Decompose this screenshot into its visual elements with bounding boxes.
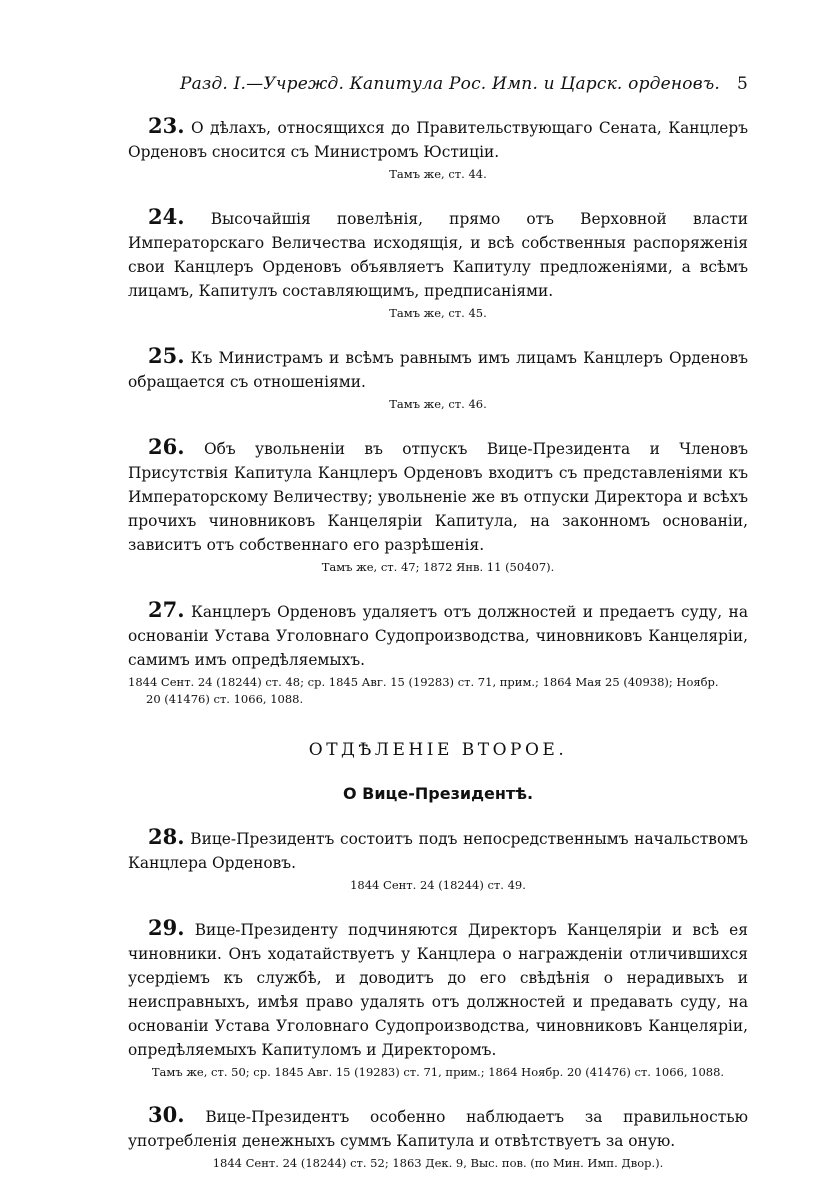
article-source: Тамъ же, ст. 45. [389, 306, 487, 320]
article-number: 29. [148, 915, 185, 940]
article-text [128, 435, 748, 557]
page-number: 5 [736, 74, 748, 94]
article-number: 25. [148, 343, 185, 368]
article-text [128, 825, 748, 875]
article-text [128, 344, 748, 394]
subsection-title: О Вице-Президентѣ. [342, 784, 534, 803]
article-26 [128, 435, 748, 576]
article-source [128, 674, 748, 708]
article-source: Тамъ же, ст. 47; 1872 Янв. 11 (50407). [321, 560, 555, 574]
source-line-2: 20 (41476) ст. 1066, 1088. [146, 692, 304, 706]
article-number: 26. [148, 434, 185, 459]
article-30 [128, 1103, 748, 1172]
article-text [128, 1103, 748, 1153]
article-source: Тамъ же, ст. 46. [389, 397, 487, 411]
article-number: 30. [148, 1102, 185, 1127]
article-text [128, 205, 748, 303]
article-source: 1844 Сент. 24 (18244) ст. 49. [350, 878, 526, 892]
document-page [128, 74, 748, 1172]
article-24 [128, 205, 748, 322]
article-28 [128, 825, 748, 894]
article-source: Тамъ же, ст. 50; ср. 1845 Авг. 15 (19283) ст. 71, прим.; 1864 Ноябр. 20 (41476) ст. 1066, 1088. [151, 1065, 725, 1079]
article-source: Тамъ же, ст. 44. [389, 167, 487, 181]
article-body: Объ увольненіи въ отпускъ Вице-Президента и Членовъ Присутствія Капитула Канцлеръ Орденовъ входитъ съ представленіями къ Императорскому Величеству; увольненіе же въ отпуски Директора и всѣхъ прочихъ чиновниковъ Канцеляріи Капитула, на законномъ основаніи, зависитъ отъ собственнаго его разрѣшенія. [128, 440, 748, 554]
article-body: Вице-Президентъ состоитъ подъ непосредственнымъ начальствомъ Канцлера Орденовъ. [128, 830, 748, 872]
article-body: О дѣлахъ, относящихся до Правительствующаго Сената, Канцлеръ Орденовъ сносится съ Министромъ Юстиціи. [128, 119, 748, 161]
article-source: 1844 Сент. 24 (18244) ст. 52; 1863 Дек. 9, Выс. пов. (по Мин. Имп. Двор.). [212, 1156, 664, 1170]
article-body: Канцлеръ Орденовъ удаляетъ отъ должностей и предаетъ суду, на основаніи Устава Уголовнаго Судопроизводства, чиновниковъ Канцеляріи, самимъ имъ опредѣляемыхъ. [128, 603, 748, 669]
article-body: Вице-Президенту подчиняются Директоръ Канцеляріи и всѣ ея чиновники. Онъ ходатайствуетъ у Канцлера о награжденіи отличившихся усердіемъ къ службѣ, и доводитъ до его свѣдѣнія о нерадивыхъ и неисправныхъ, имѣя право удалять отъ должностей и предавать суду, на основаніи Устава Уголовнаго Судопроизводства, чиновниковъ Канцеляріи, опредѣляемыхъ Капитуломъ и Директоромъ. [128, 921, 748, 1059]
article-27 [128, 598, 748, 708]
section-title: ОТДѢЛЕНІЕ ВТОРОЕ. [308, 740, 568, 760]
article-25 [128, 344, 748, 413]
running-header [128, 74, 748, 104]
article-number: 28. [148, 824, 185, 849]
article-number: 27. [148, 597, 185, 622]
article-body: Вице-Президентъ особенно наблюдаетъ за правильностью употребленія денежныхъ суммъ Капитула и отвѣтствуетъ за оную. [128, 1108, 748, 1150]
article-body: Къ Министрамъ и всѣмъ равнымъ имъ лицамъ Канцлеръ Орденовъ обращается съ отношеніями. [128, 349, 748, 391]
header-title: Разд. I.—Учрежд. Капитула Рос. Имп. и Царск. орденовъ. [180, 74, 720, 94]
article-number: 24. [148, 204, 185, 229]
article-body: Высочайшія повелѣнія, прямо отъ Верховной власти Императорскаго Величества исходящія, и всѣ собственныя распоряженія свои Канцлеръ Орденовъ объявляетъ Капитулу предложеніями, а всѣмъ лицамъ, Капитулъ составляющимъ, предписаніями. [128, 210, 748, 300]
source-line-1: 1844 Сент. 24 (18244) ст. 48; ср. 1845 Авг. 15 (19283) ст. 71, прим.; 1864 Мая 25 (40938); Ноябр. [128, 675, 719, 689]
article-text [128, 114, 748, 164]
article-text [128, 598, 748, 672]
article-number: 23. [148, 113, 185, 138]
article-23 [128, 114, 748, 183]
article-29 [128, 916, 748, 1081]
article-text [128, 916, 748, 1062]
